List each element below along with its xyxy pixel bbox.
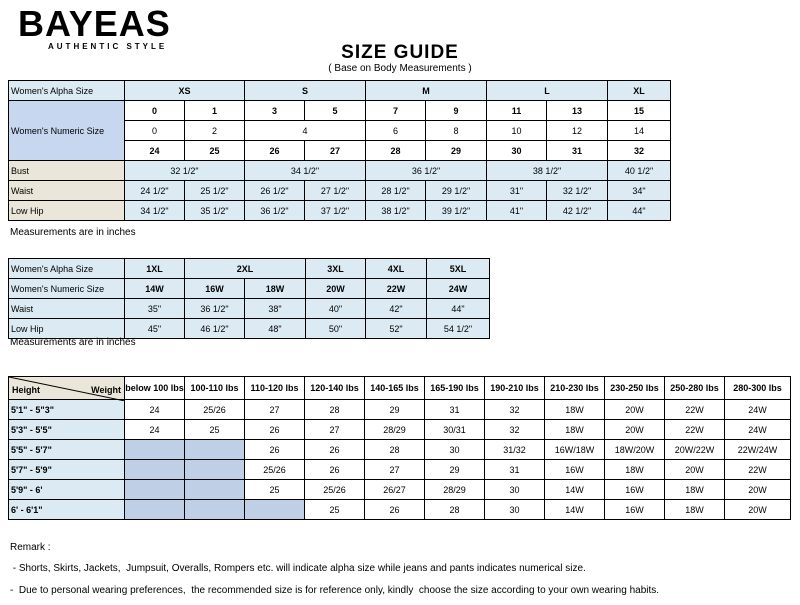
measure-cell: 32 1/2": [125, 161, 245, 181]
table-row: [9, 259, 490, 279]
measure-cell: 37 1/2": [305, 201, 366, 221]
table-row: [9, 400, 791, 420]
numeric-size-cell: 14: [608, 121, 671, 141]
weight-header-cell: below 100 lbs: [125, 377, 185, 400]
size-cell: 27: [305, 420, 365, 440]
numeric-size-cell: 32: [608, 141, 671, 161]
numeric-size-cell: 9: [426, 101, 487, 121]
size-cell: 22W/24W: [725, 440, 791, 460]
remark-title: Remark :: [10, 542, 51, 553]
row-label: Waist: [9, 181, 125, 201]
weight-header-cell: 165-190 lbs: [425, 377, 485, 400]
weight-header: Weight: [91, 385, 121, 395]
size-cell: 16W: [605, 500, 665, 520]
size-cell: 32: [485, 400, 545, 420]
measure-cell: 38": [245, 299, 306, 319]
brand-tagline: AUTHENTIC STYLE: [48, 42, 168, 51]
numeric-size-cell: 22W: [366, 279, 427, 299]
weight-header-cell: 140-165 lbs: [365, 377, 425, 400]
measure-cell: 34 1/2": [125, 201, 185, 221]
alpha-size-cell: L: [487, 81, 608, 101]
size-cell: 24: [125, 400, 185, 420]
size-cell: 24W: [725, 420, 791, 440]
size-cell: 25/26: [245, 460, 305, 480]
measure-cell: 38 1/2": [487, 161, 608, 181]
size-cell: 25/26: [305, 480, 365, 500]
numeric-size-cell: 28: [366, 141, 426, 161]
numeric-size-cell: 13: [547, 101, 608, 121]
measure-cell: 44": [427, 299, 490, 319]
size-cell: 26/27: [365, 480, 425, 500]
numeric-size-cell: 15: [608, 101, 671, 121]
weight-header-cell: 230-250 lbs: [605, 377, 665, 400]
size-cell: 25: [305, 500, 365, 520]
size-cell: 22W: [725, 460, 791, 480]
numeric-size-cell: 7: [366, 101, 426, 121]
empty-cell: [185, 500, 245, 520]
size-cell: 20W: [725, 500, 791, 520]
height-weight-corner: [9, 377, 125, 400]
alpha-size-cell: XL: [608, 81, 671, 101]
size-cell: 30: [485, 480, 545, 500]
row-label: Women's Numeric Size: [9, 279, 125, 299]
weight-header-cell: 120-140 lbs: [305, 377, 365, 400]
measure-cell: 44": [608, 201, 671, 221]
height-label: 6' - 6'1": [9, 500, 125, 520]
numeric-size-cell: 11: [487, 101, 547, 121]
measure-cell: 24 1/2": [125, 181, 185, 201]
measure-cell: 35": [125, 299, 185, 319]
numeric-size-cell: 27: [305, 141, 366, 161]
numeric-size-cell: 18W: [245, 279, 306, 299]
measure-cell: 46 1/2": [185, 319, 245, 339]
size-cell: 28/29: [425, 480, 485, 500]
numeric-size-cell: 4: [245, 121, 366, 141]
size-cell: 25: [185, 420, 245, 440]
size-cell: 18W: [665, 500, 725, 520]
size-cell: 25: [245, 480, 305, 500]
size-cell: 28: [305, 400, 365, 420]
measure-cell: 26 1/2": [245, 181, 305, 201]
measure-cell: 32 1/2": [547, 181, 608, 201]
measure-cell: 41": [487, 201, 547, 221]
row-label: Women's Numeric Size: [9, 101, 125, 161]
size-cell: 18W: [605, 460, 665, 480]
measure-cell: 34": [608, 181, 671, 201]
measure-cell: 36 1/2": [245, 201, 305, 221]
table-row: [9, 480, 791, 500]
size-cell: 31/32: [485, 440, 545, 460]
numeric-size-cell: 8: [426, 121, 487, 141]
measurement-note: Measurements are in inches: [10, 227, 136, 238]
numeric-size-cell: 25: [185, 141, 245, 161]
table-row: [9, 377, 791, 400]
size-cell: 28: [365, 440, 425, 460]
size-cell: 16W: [605, 480, 665, 500]
numeric-size-cell: 3: [245, 101, 305, 121]
measurement-note: Measurements are in inches: [10, 337, 136, 348]
measure-cell: 42 1/2": [547, 201, 608, 221]
row-label: Waist: [9, 299, 125, 319]
alpha-size-cell: XS: [125, 81, 245, 101]
size-cell: 30: [485, 500, 545, 520]
size-cell: 18W: [665, 480, 725, 500]
size-cell: 31: [485, 460, 545, 480]
page-subtitle: ( Base on Body Measurements ): [328, 63, 472, 74]
alpha-size-cell: 4XL: [366, 259, 427, 279]
empty-cell: [125, 440, 185, 460]
size-cell: 20W: [605, 400, 665, 420]
measure-cell: 31": [487, 181, 547, 201]
weight-header-cell: 280-300 lbs: [725, 377, 791, 400]
row-label: Bust: [9, 161, 125, 181]
empty-cell: [125, 500, 185, 520]
size-cell: 26: [305, 440, 365, 460]
numeric-size-cell: 24W: [427, 279, 490, 299]
alpha-size-cell: S: [245, 81, 366, 101]
size-cell: 28: [425, 500, 485, 520]
alpha-size-cell: 1XL: [125, 259, 185, 279]
size-cell: 32: [485, 420, 545, 440]
weight-header-cell: 110-120 lbs: [245, 377, 305, 400]
measure-cell: 27 1/2": [305, 181, 366, 201]
table-row: [9, 279, 490, 299]
numeric-size-cell: 12: [547, 121, 608, 141]
table-row: [9, 500, 791, 520]
table-row: [9, 81, 671, 101]
measure-cell: 45": [125, 319, 185, 339]
alpha-size-cell: M: [366, 81, 487, 101]
size-cell: 18W: [545, 400, 605, 420]
size-cell: 20W: [665, 460, 725, 480]
alpha-size-cell: 3XL: [306, 259, 366, 279]
remark-line: - Due to personal wearing preferences, the recommended size is for reference only, kindly choose the size according to your own wearing habits.: [10, 585, 660, 596]
brand-logo: BAYEAS: [18, 3, 171, 44]
measure-cell: 54 1/2": [427, 319, 490, 339]
numeric-size-cell: 26: [245, 141, 305, 161]
size-cell: 14W: [545, 500, 605, 520]
size-cell: 26: [245, 420, 305, 440]
empty-cell: [185, 460, 245, 480]
size-table-standard: [8, 80, 671, 221]
numeric-size-cell: 29: [426, 141, 487, 161]
size-cell: 20W: [605, 420, 665, 440]
numeric-size-cell: 20W: [306, 279, 366, 299]
numeric-size-cell: 16W: [185, 279, 245, 299]
height-label: 5'5" - 5'7": [9, 440, 125, 460]
measure-cell: 25 1/2": [185, 181, 245, 201]
size-cell: 20W/22W: [665, 440, 725, 460]
height-label: 5'7" - 5'9": [9, 460, 125, 480]
table-row: [9, 161, 671, 181]
row-label: Low Hip: [9, 319, 125, 339]
numeric-size-cell: 2: [185, 121, 245, 141]
measure-cell: 48": [245, 319, 306, 339]
size-cell: 27: [245, 400, 305, 420]
measure-cell: 36 1/2": [366, 161, 487, 181]
numeric-size-cell: 5: [305, 101, 366, 121]
numeric-size-cell: 6: [366, 121, 426, 141]
numeric-size-cell: 1: [185, 101, 245, 121]
size-cell: 14W: [545, 480, 605, 500]
size-cell: 26: [305, 460, 365, 480]
table-row: [9, 181, 671, 201]
size-cell: 22W: [665, 420, 725, 440]
size-cell: 30/31: [425, 420, 485, 440]
size-cell: 29: [365, 400, 425, 420]
table-row: [9, 101, 671, 121]
height-label: 5'1" - 5"3": [9, 400, 125, 420]
empty-cell: [125, 480, 185, 500]
weight-header-cell: 210-230 lbs: [545, 377, 605, 400]
row-label: Low Hip: [9, 201, 125, 221]
size-cell: 28/29: [365, 420, 425, 440]
height-weight-table: [8, 376, 791, 520]
row-label: Women's Alpha Size: [9, 81, 125, 101]
numeric-size-cell: 10: [487, 121, 547, 141]
table-row: [9, 319, 490, 339]
measure-cell: 52": [366, 319, 427, 339]
measure-cell: 35 1/2": [185, 201, 245, 221]
table-row: [9, 460, 791, 480]
measure-cell: 29 1/2": [426, 181, 487, 201]
size-cell: 26: [245, 440, 305, 460]
remark-line: - Shorts, Skirts, Jackets, Jumpsuit, Overalls, Rompers etc. will indicate alpha size while jeans and pants indicates numerical size.: [10, 563, 586, 574]
size-cell: 24W: [725, 400, 791, 420]
size-cell: 20W: [725, 480, 791, 500]
size-cell: 18W: [545, 420, 605, 440]
alpha-size-cell: 5XL: [427, 259, 490, 279]
size-table-plus: [8, 258, 490, 339]
size-cell: 27: [365, 460, 425, 480]
size-cell: 16W/18W: [545, 440, 605, 460]
size-cell: 26: [365, 500, 425, 520]
measure-cell: 28 1/2": [366, 181, 426, 201]
row-label: Women's Alpha Size: [9, 259, 125, 279]
size-cell: 31: [425, 400, 485, 420]
numeric-size-cell: 30: [487, 141, 547, 161]
weight-header-cell: 100-110 lbs: [185, 377, 245, 400]
table-row: [9, 440, 791, 460]
alpha-size-cell: 2XL: [185, 259, 306, 279]
empty-cell: [185, 480, 245, 500]
measure-cell: 38 1/2": [366, 201, 426, 221]
size-cell: 16W: [545, 460, 605, 480]
numeric-size-cell: 0: [125, 101, 185, 121]
size-cell: 22W: [665, 400, 725, 420]
measure-cell: 40 1/2": [608, 161, 671, 181]
height-label: 5'3" - 5'5": [9, 420, 125, 440]
numeric-size-cell: 24: [125, 141, 185, 161]
measure-cell: 40": [306, 299, 366, 319]
empty-cell: [245, 500, 305, 520]
size-cell: 24: [125, 420, 185, 440]
table-row: [9, 420, 791, 440]
height-label: 5'9" - 6': [9, 480, 125, 500]
size-cell: 18W/20W: [605, 440, 665, 460]
table-row: [9, 299, 490, 319]
weight-header-cell: 190-210 lbs: [485, 377, 545, 400]
empty-cell: [125, 460, 185, 480]
table-row: [9, 201, 671, 221]
measure-cell: 42": [366, 299, 427, 319]
numeric-size-cell: 31: [547, 141, 608, 161]
size-cell: 25/26: [185, 400, 245, 420]
measure-cell: 34 1/2": [245, 161, 366, 181]
numeric-size-cell: 0: [125, 121, 185, 141]
measure-cell: 50": [306, 319, 366, 339]
height-header: Height: [12, 385, 40, 395]
numeric-size-cell: 14W: [125, 279, 185, 299]
size-cell: 29: [425, 460, 485, 480]
empty-cell: [185, 440, 245, 460]
weight-header-cell: 250-280 lbs: [665, 377, 725, 400]
measure-cell: 36 1/2": [185, 299, 245, 319]
page-title: SIZE GUIDE: [341, 42, 459, 63]
measure-cell: 39 1/2": [426, 201, 487, 221]
size-cell: 30: [425, 440, 485, 460]
